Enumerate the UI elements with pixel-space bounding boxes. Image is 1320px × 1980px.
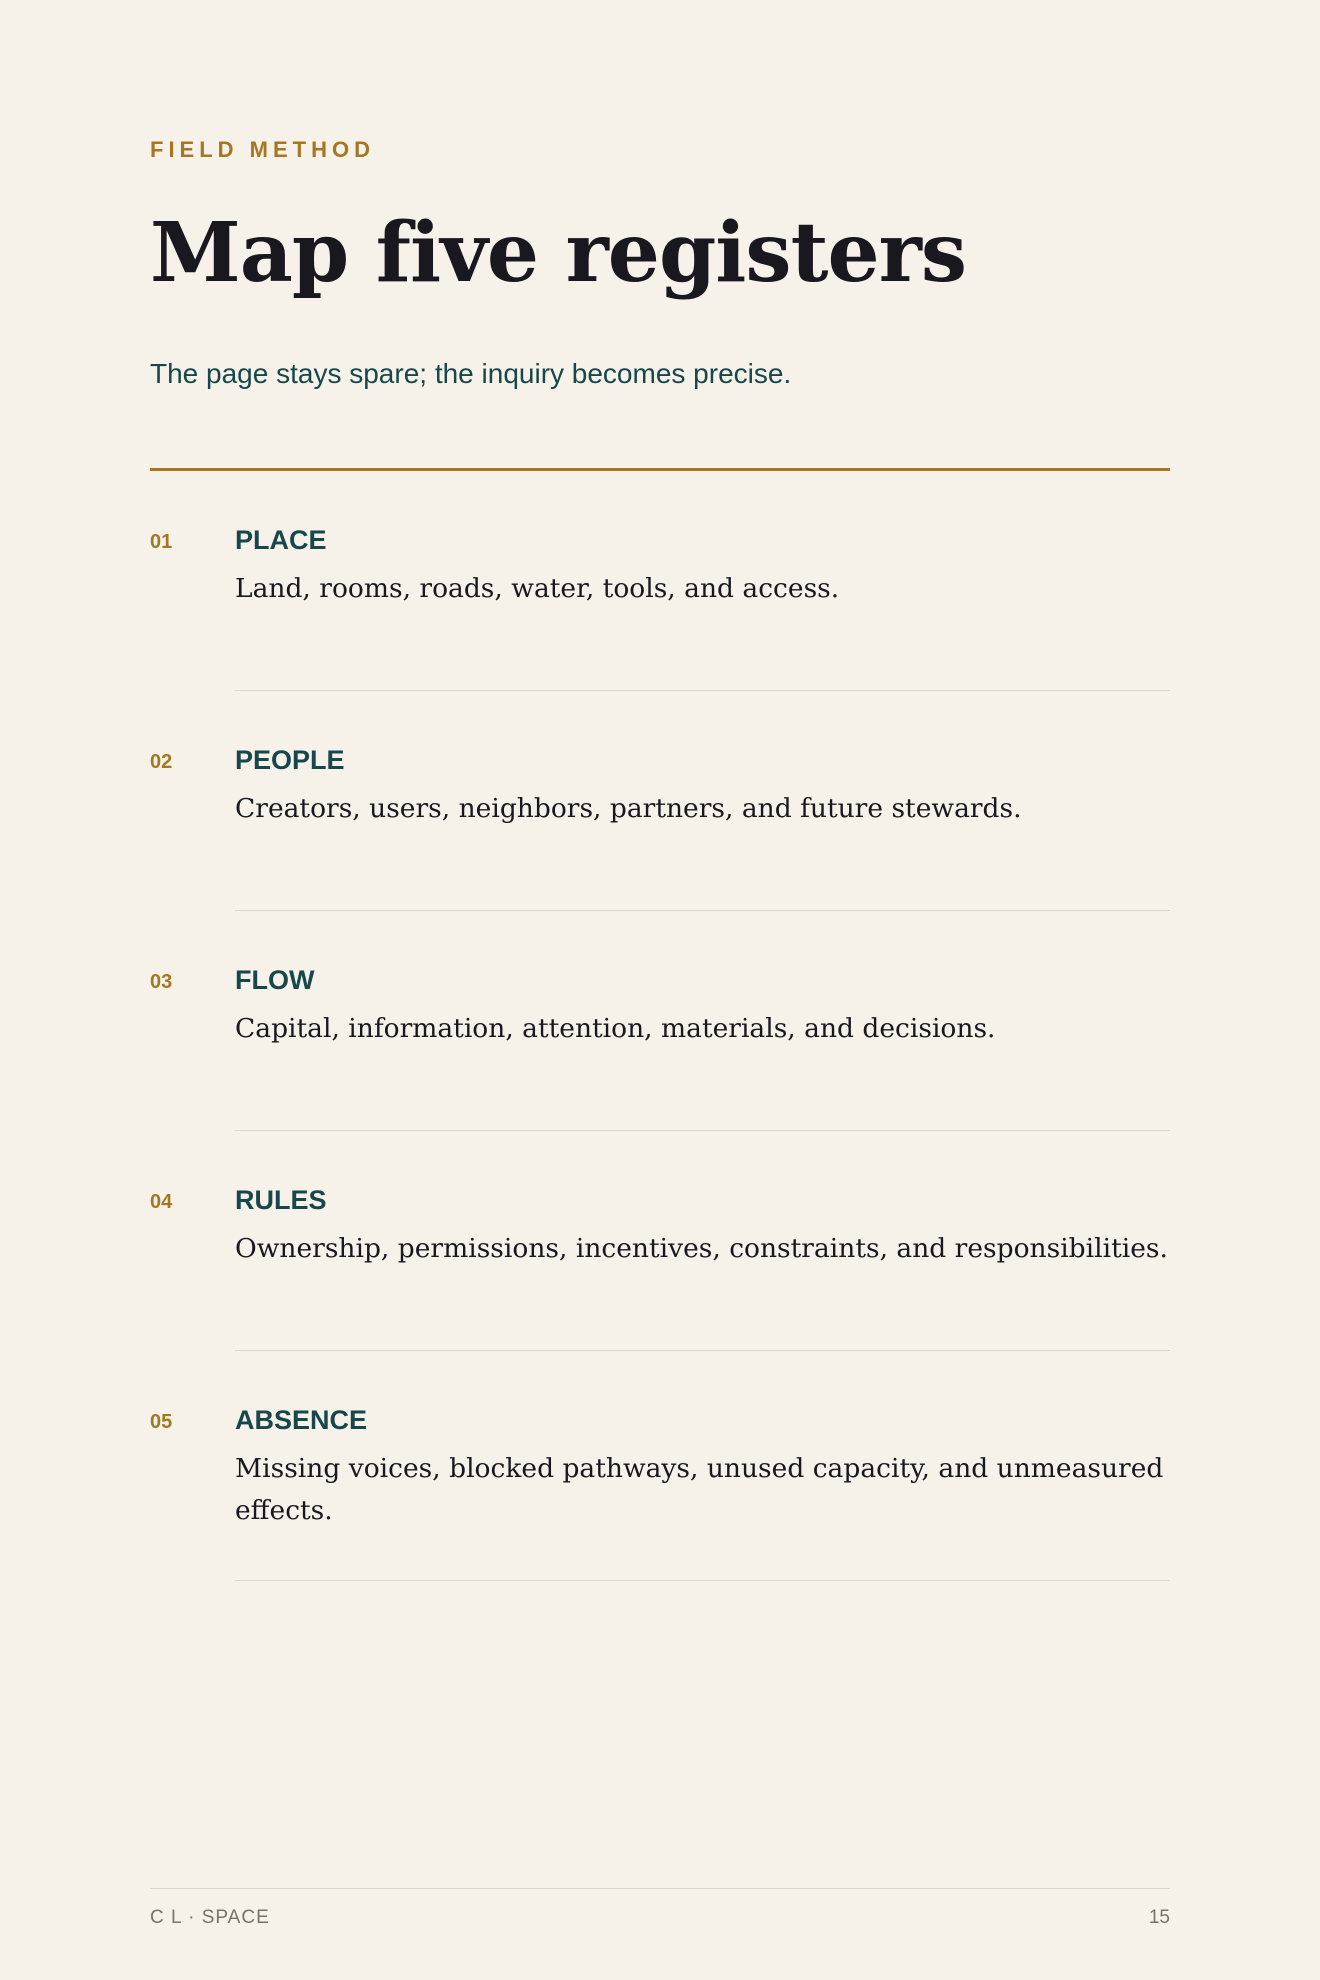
item-description: Creators, users, neighbors, partners, and future stewards. (235, 793, 1022, 824)
item-heading: PEOPLE (235, 745, 345, 775)
list-item (150, 1131, 1170, 1351)
list-item (150, 1351, 1170, 1581)
list-item (150, 911, 1170, 1131)
item-description: Ownership, permissions, incentives, constraints, and responsibilities. (235, 1233, 1168, 1264)
item-description: Land, rooms, roads, water, tools, and access. (235, 573, 840, 604)
page-subtitle: The page stays spare; the inquiry becomes precise. (150, 358, 792, 389)
document-page (150, 0, 1170, 1980)
item-heading: RULES (235, 1185, 327, 1215)
item-number: 01 (150, 531, 173, 553)
page-title: Map five registers (150, 205, 967, 301)
item-description: Capital, information, attention, materials, and decisions. (235, 1013, 996, 1044)
eyebrow-label: FIELD METHOD (150, 137, 375, 162)
item-description: Missing voices, blocked pathways, unused capacity, and unmeasured effects. (235, 1453, 1164, 1526)
footer-label: C L · SPACE (150, 1907, 270, 1928)
item-number: 03 (150, 971, 173, 993)
item-heading: ABSENCE (235, 1405, 368, 1435)
item-number: 05 (150, 1411, 173, 1433)
item-heading: FLOW (235, 965, 315, 995)
register-list (150, 471, 1170, 1581)
item-divider (235, 1580, 1170, 1581)
footer-divider (150, 1888, 1170, 1889)
item-heading: PLACE (235, 525, 327, 555)
page-number: 15 (1148, 1907, 1170, 1928)
list-item (150, 471, 1170, 691)
item-number: 04 (150, 1191, 173, 1213)
item-number: 02 (150, 751, 173, 773)
list-item (150, 691, 1170, 911)
